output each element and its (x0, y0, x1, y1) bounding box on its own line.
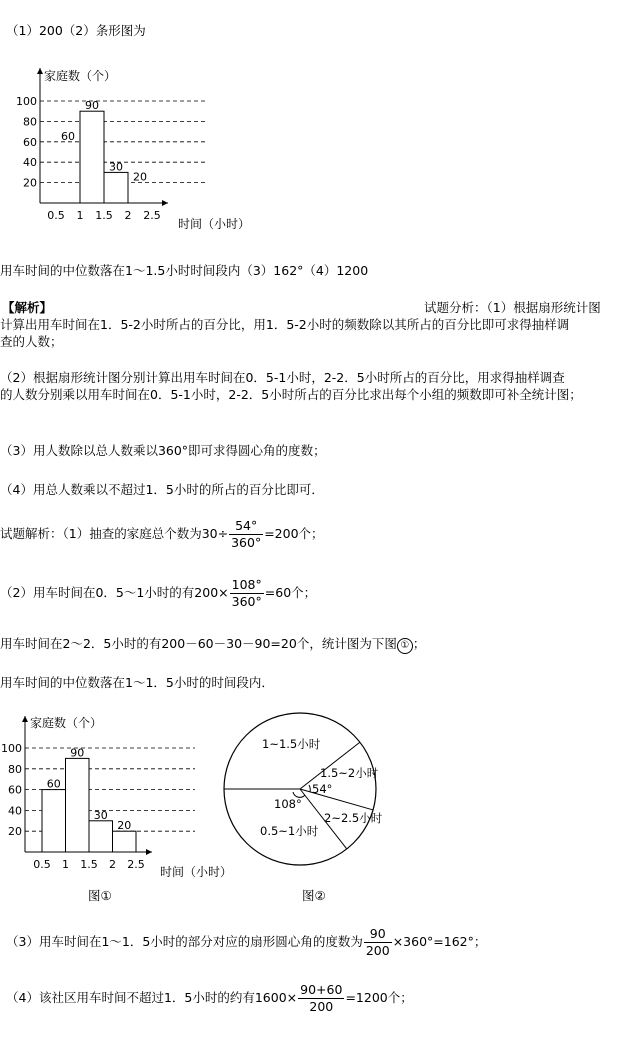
x-tick-label: 1 (76, 209, 84, 222)
analysis-tag: 【解析】 (2, 300, 53, 315)
angle-arc (309, 785, 310, 792)
answer-line1: （1）200（2）条形图为 (6, 23, 146, 38)
fraction-numerator: 90 (364, 926, 392, 943)
x-axis-label: 时间（小时） (178, 217, 251, 231)
x-tick-label: 0.5 (47, 209, 65, 222)
bar-data-label: 30 (93, 808, 108, 822)
solution-1-result: =200个； (264, 526, 324, 541)
solution-2-text: （2）用车时间在0．5～1小时的有200× (0, 585, 229, 600)
solution-6-text: （4）该社区用车时间不超过1．5小时的约有1600× (6, 990, 298, 1005)
pie-slice-label: 1~1.5小时 (262, 737, 321, 751)
x-axis-arrow (162, 200, 168, 206)
analysis-p2-line2: 的人数分别乘以用车时间在0．5-1小时，2-2．5小时所占的百分比求出每个小组的频数即可补全统计图； (0, 387, 582, 402)
answer-line2: 用车时间的中位数落在1～1.5小时时间段内（3）162°（4）1200 (0, 263, 369, 278)
x-tick-label: 2.5 (143, 209, 161, 222)
y-axis-label: 家庭数（个） (30, 716, 103, 730)
x-tick-label: 2 (124, 209, 132, 222)
y-axis-label: 家庭数（个） (44, 69, 117, 83)
analysis-p1-line2: 查的人数； (0, 334, 63, 349)
bar (80, 111, 104, 203)
solution-5 (6, 926, 486, 959)
circled-one: ① (397, 638, 413, 654)
x-axis-arrow (146, 849, 152, 855)
angle-label: 54° (312, 782, 333, 796)
fraction-54-360 (229, 518, 263, 551)
fraction-150-200 (298, 982, 344, 1015)
bar (104, 172, 128, 203)
bar-chart-complete (0, 710, 233, 880)
fraction-numerator: 90+60 (300, 982, 343, 997)
y-tick-label: 60 (8, 783, 22, 797)
solution-2-result: =60个； (264, 585, 317, 600)
y-tick-label: 40 (23, 156, 37, 170)
y-tick-label: 80 (23, 115, 37, 129)
solution-3 (0, 634, 425, 654)
bar-data-label: 30 (109, 160, 123, 174)
y-axis-arrow (22, 716, 28, 722)
fraction-numerator: 54° (229, 518, 263, 535)
analysis-intro: 试题分析：（1）根据扇形统计图 (424, 300, 601, 315)
x-tick-label: 0.5 (33, 858, 51, 871)
figure-2-caption: 图② (302, 888, 326, 903)
bar-data-label: 60 (46, 777, 61, 791)
solution-6 (6, 982, 413, 1015)
bar (113, 831, 137, 852)
fraction-denominator: 200 (365, 943, 390, 958)
solution-4: 用车时间的中位数落在1～1．5小时的时间段内． (0, 675, 274, 690)
bar-chart-incomplete (0, 60, 300, 235)
pie-slice-boundary (300, 789, 373, 810)
y-tick-label: 20 (8, 825, 22, 839)
bar (66, 758, 90, 852)
pie-slice-label: 0.5~1小时 (260, 824, 319, 838)
solution-5-text: （3）用车时间在1～1．5小时的部分对应的扇形圆心角的度数为 (6, 934, 363, 949)
fraction-numerator: 108° (231, 577, 262, 592)
pie-slice-label: 1.5~2小时 (320, 766, 379, 780)
bar-data-label: 90 (85, 99, 99, 113)
x-tick-label: 1.5 (95, 209, 113, 222)
y-tick-label: 20 (23, 176, 37, 190)
x-tick-label: 2.5 (127, 858, 145, 871)
fraction-denominator: 360° (231, 535, 262, 550)
solution-2 (0, 577, 316, 610)
y-axis-arrow (37, 68, 43, 74)
solution-3-text: 用车时间在2～2．5小时的有200－60－30－90=20个，统计图为下图 (0, 636, 397, 651)
analysis-p3: （3）用人数除以总人数乘以360°即可求得圆心角的度数； (0, 443, 326, 458)
x-axis-label: 时间（小时） (160, 865, 233, 879)
figure-1-caption: 图① (88, 888, 112, 903)
x-tick-label: 2 (109, 858, 116, 871)
y-tick-label: 60 (23, 135, 37, 149)
bar (42, 790, 66, 852)
solution-6-result: =1200个； (345, 990, 413, 1005)
solution-1 (0, 518, 324, 551)
solution-5-result: ×360°=162°； (392, 934, 487, 949)
pie-chart (218, 705, 398, 875)
bar-data-label: 20 (117, 819, 132, 833)
bar (89, 821, 113, 852)
y-tick-label: 100 (16, 95, 37, 108)
missing-bar-label: 60 (61, 129, 75, 143)
x-tick-label: 1 (62, 858, 69, 871)
solution-3-end: ； (412, 636, 426, 651)
missing-bar-label: 20 (133, 170, 147, 184)
pie-slice-label: 2~2.5小时 (324, 811, 383, 825)
bar-data-label: 90 (70, 746, 85, 760)
analysis-p2-line1: （2）根据扇形统计图分别计算出用车时间在0．5-1小时，2-2．5小时所占的百分比，用求得抽样调查 (0, 370, 565, 385)
y-tick-label: 80 (8, 762, 22, 776)
solution-1-text: 试题解析：（1）抽查的家庭总个数为30÷ (0, 526, 229, 541)
fraction-90-200 (364, 926, 392, 959)
fraction-108-360 (230, 577, 264, 610)
fraction-denominator: 200 (309, 999, 334, 1014)
analysis-p4: （4）用总人数乘以不超过1．5小时的所占的百分比即可． (0, 482, 324, 497)
analysis-p1-line1: 计算出用车时间在1．5-2小时所占的百分比，用1．5-2小时的频数除以其所占的百分比即可求得抽样调 (0, 317, 570, 332)
x-tick-label: 1.5 (80, 858, 98, 871)
angle-label: 108° (274, 797, 302, 811)
fraction-denominator: 360° (231, 594, 262, 609)
y-tick-label: 40 (8, 804, 22, 818)
y-tick-label: 100 (1, 742, 22, 755)
